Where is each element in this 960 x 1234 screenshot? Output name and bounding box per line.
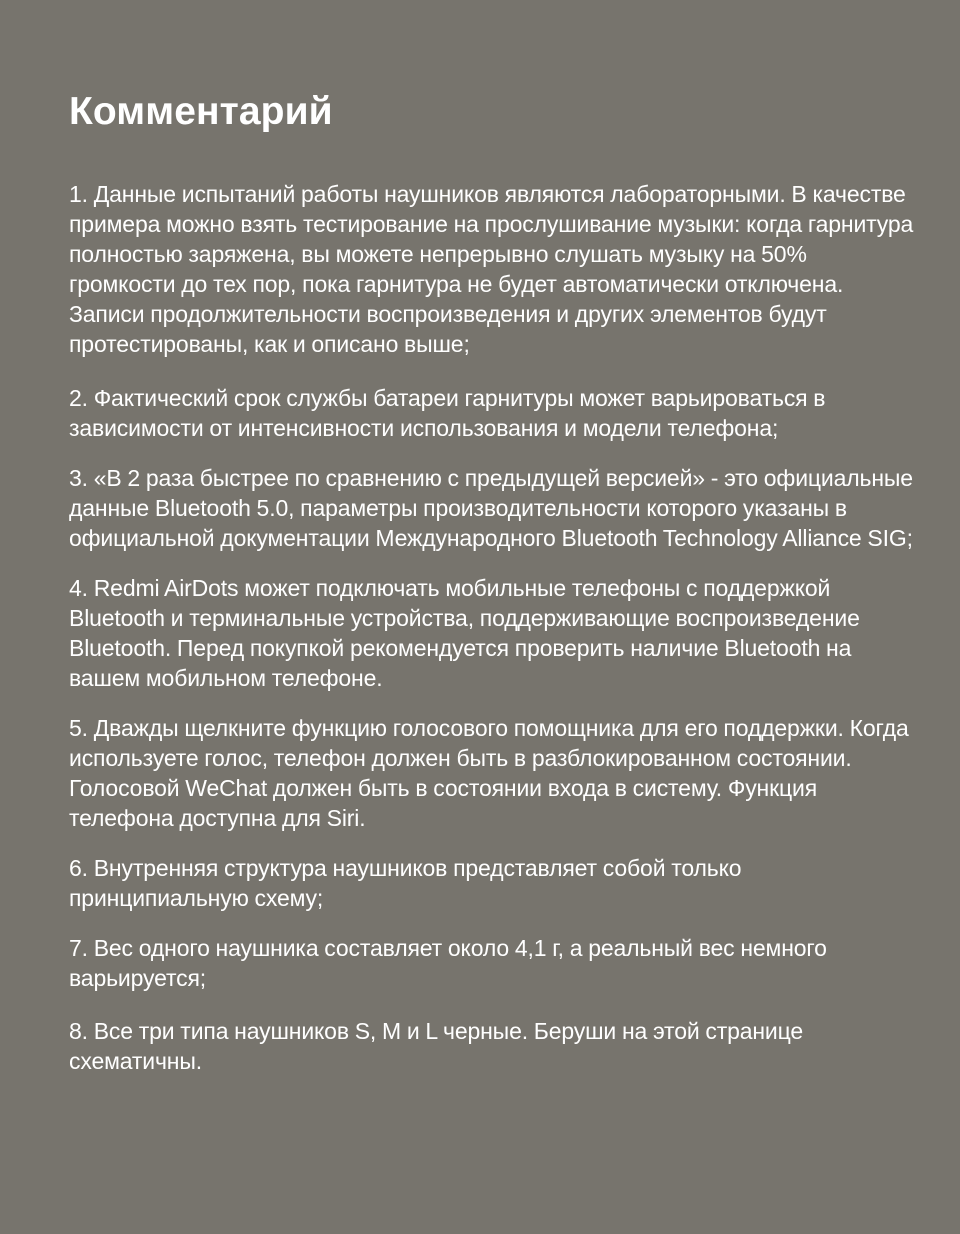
comment-item-1: 1. Данные испытаний работы наушников являются лабораторными. В качестве примера можно взять тестирование на прослушивание музыки: когда гарнитура полностью заряжена, вы можете непрерывно слушать музыку на 50% громкости до тех пор, пока гарнитура не будет автоматически отключена. Записи продолжительности воспроизведения и других элементов будут протестированы, как и описано выше;	[69, 181, 914, 357]
comment-item-2: 2. Фактический срок службы батареи гарнитуры может варьироваться в зависимости от интенсивности использования и модели телефона;	[69, 385, 826, 441]
comment-item-3: 3. «В 2 раза быстрее по сравнению с предыдущей версией» - это официальные данные Bluetooth 5.0, параметры производительности которого указаны в официальной документации Международного Bluetooth Technology Alliance SIG;	[69, 465, 913, 551]
comment-item-4: 4. Redmi AirDots может подключать мобильные телефоны с поддержкой Bluetooth и терминальные устройства, поддерживающие воспроизведение Bluetooth. Перед покупкой рекомендуется проверить наличие Bluetooth на вашем мобильном телефоне.	[69, 575, 860, 691]
comment-item-7: 7. Вес одного наушника составляет около 4,1 г, а реальный вес немного варьируется;	[69, 935, 827, 991]
comment-list	[69, 179, 918, 1076]
comment-item-5: 5. Дважды щелкните функцию голосового помощника для его поддержки. Когда используете голос, телефон должен быть в разблокированном состоянии. Голосовой WeChat должен быть в состоянии входа в систему. Функция телефона доступна для Siri.	[69, 715, 909, 831]
comment-item-8: 8. Все три типа наушников S, M и L черные. Беруши на этой странице схематичны.	[69, 1018, 804, 1074]
page-title: Комментарий	[69, 90, 333, 133]
comment-item-6: 6. Внутренняя структура наушников представляет собой только принципиальную схему;	[69, 855, 742, 911]
